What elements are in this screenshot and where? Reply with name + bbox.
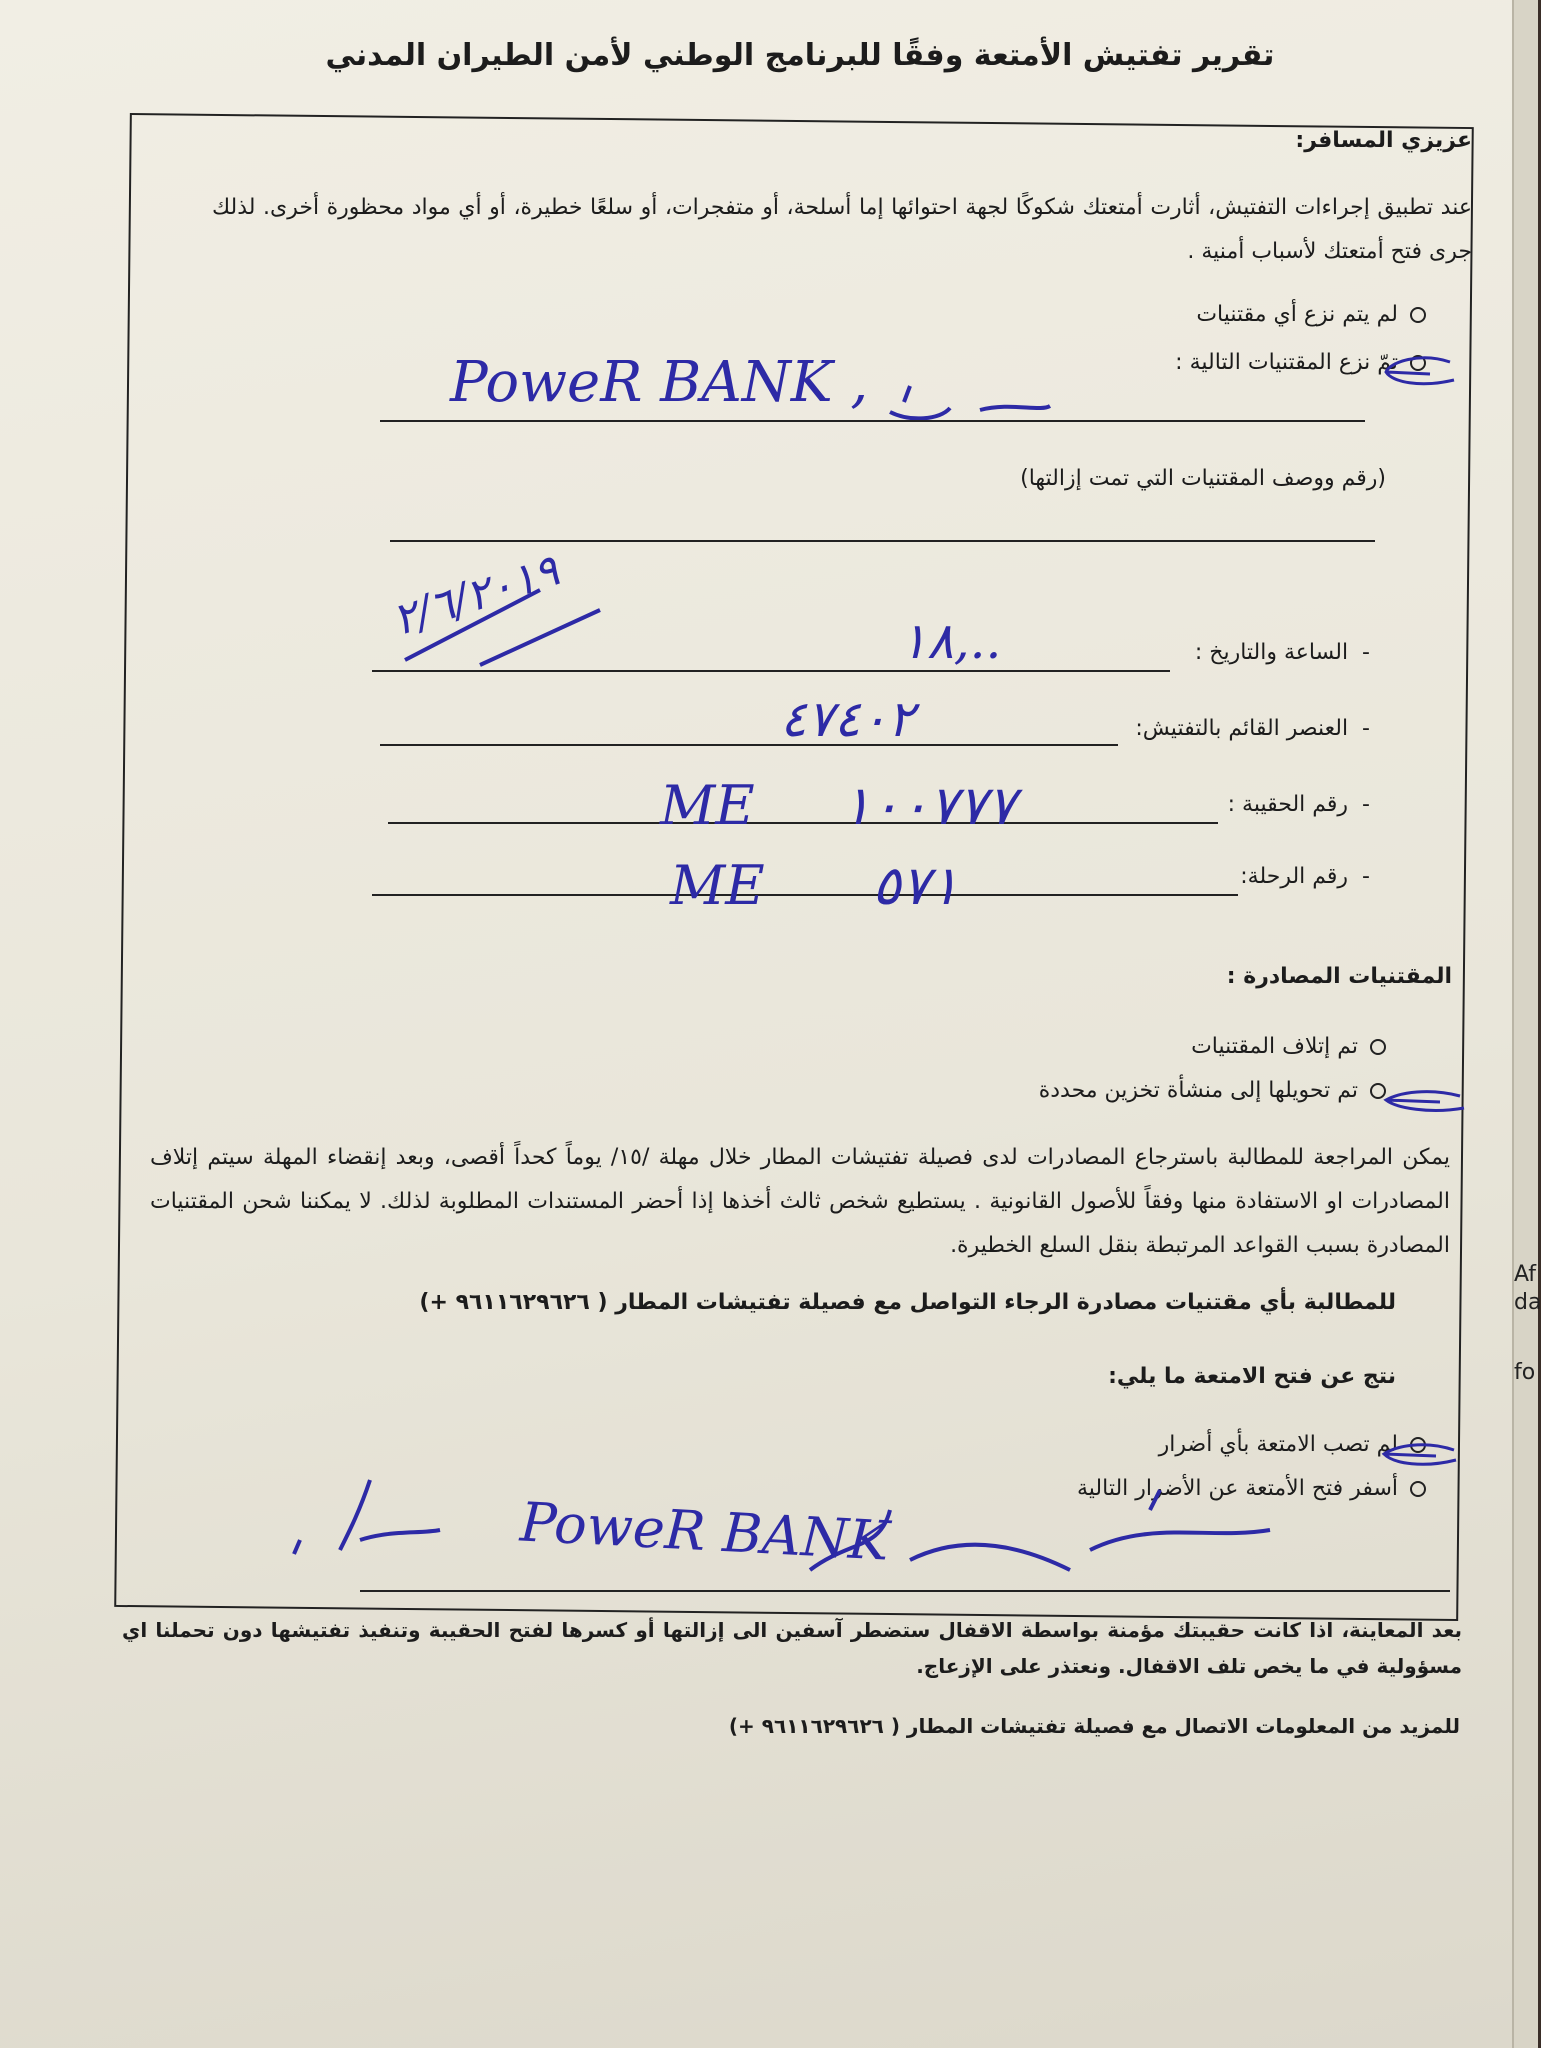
field-label: رقم الرحلة:	[1240, 864, 1349, 889]
damage-handwriting-scribbles	[270, 1470, 1380, 1620]
option-label: أسفر فتح الأمتعة عن الأضرار التالية	[1076, 1476, 1398, 1501]
option-no-items-removed	[1196, 302, 1426, 327]
handwritten-scribble	[880, 372, 1060, 432]
field-time-date: - الساعة والتاريخ :	[1194, 640, 1370, 665]
edge-text-3: fo	[1514, 1360, 1536, 1385]
confiscated-heading: المقتنيات المصادرة :	[1226, 964, 1452, 989]
edge-text-1: Af	[1514, 1262, 1537, 1287]
removed-items-handwriting: PoweR BANK ,	[450, 350, 869, 415]
result-heading: نتج عن فتح الامتعة ما يلي:	[1108, 1364, 1396, 1389]
field-line-time-date	[372, 670, 1170, 672]
removed-items-caption: (رقم ووصف المقتنيات التي تمت إزالتها)	[1020, 466, 1386, 491]
edge-text-2: da	[1514, 1290, 1541, 1315]
footer-paragraph: بعد المعاينة، اذا كانت حقيبتك مؤمنة بواسطة الاقفال ستضطر آسفين الى إزالتها أو كسرها لفتح الحقيبة وتنفيذ تفتيشها دون تحملنا اي مسؤولية في ما يخص تلف الاقفال. ونعتذر على الإزعاج.	[122, 1618, 1462, 1678]
claim-contact-line: للمطالبة بأي مقتنيات مصادرة الرجاء التواصل مع فصيلة تفتيشات المطار ( ٩٦١١٦٢٩٦٢٦ +)	[419, 1290, 1396, 1315]
option-items-stored	[1039, 1078, 1386, 1103]
option-label: تم تحويلها إلى منشأة تخزين محددة	[1038, 1078, 1358, 1103]
radio-circle-icon	[1370, 1039, 1386, 1055]
field-value-time: ١٨,..	[900, 612, 1002, 670]
field-line-inspector	[380, 744, 1118, 746]
field-bag-number: - رقم الحقيبة :	[1227, 792, 1370, 817]
option-label: لم تصب الامتعة بأي أضرار	[1158, 1432, 1398, 1457]
report-title: تقرير تفتيش الأمتعة وفقًا للبرنامج الوطني لأمن الطيران المدني	[325, 38, 1275, 73]
blank-line	[390, 540, 1375, 542]
option-label: تمّ نزع المقتنيات التالية :	[1175, 350, 1398, 375]
field-value-flight-number: ME ٥٧١	[670, 854, 959, 917]
field-value-bag-number: ME ١٠٠٧٧٧	[660, 774, 1016, 837]
option-label: تم إتلاف المقتنيات	[1191, 1034, 1358, 1059]
field-label: العنصر القائم بالتفتيش:	[1135, 716, 1349, 741]
damage-line	[360, 1590, 1450, 1592]
radio-circle-icon	[1410, 307, 1426, 323]
hand-check-mark-icon	[1380, 1438, 1460, 1474]
radio-circle-icon	[1410, 1481, 1426, 1497]
retrieval-paragraph: يمكن المراجعة للمطالبة باسترجاع المصادرات لدى فصيلة تفتيشات المطار خلال مهلة /١٥/ يوماً كحداً أقصى، وبعد إنقضاء المهلة سيتم إتلاف المصادرات او الاستفادة منها وفقاً للأصول القانونية . يستطيع شخص ثالث أخذها إذا أحضر المستندات المطلوبة لذلك. لا يمكننا شحن المقتنيات المصادرة بسبب القواعد المرتبطة بنقل السلع الخطيرة.	[150, 1145, 1450, 1258]
option-items-destroyed	[1191, 1034, 1386, 1059]
field-inspector: - العنصر القائم بالتفتيش:	[1135, 716, 1370, 741]
field-label: الساعة والتاريخ :	[1194, 640, 1349, 665]
hand-check-mark-icon	[1380, 1084, 1470, 1120]
underlying-sheet-edge	[1512, 0, 1538, 2048]
date-strike-scribble	[400, 570, 630, 670]
date-handwriting: ٢/٦/٢٠١٩	[386, 544, 566, 647]
field-value-inspector: ٤٧٤٠٢	[780, 690, 915, 748]
field-flight-number: - رقم الرحلة:	[1240, 864, 1370, 889]
field-label: رقم الحقيبة :	[1227, 792, 1349, 817]
footer-contact: للمزيد من المعلومات الاتصال مع فصيلة تفتيشات المطار ( ٩٦١١٦٢٩٦٢٦ +)	[728, 1714, 1460, 1738]
greeting: عزيزي المسافر:	[1295, 128, 1472, 153]
damage-handwriting: PoweR BANK	[518, 1490, 891, 1573]
hand-check-mark-icon	[1380, 352, 1460, 392]
intro-paragraph: عند تطبيق إجراءات التفتيش، أثارت أمتعتك شكوكًا لجهة احتوائها إما أسلحة، أو متفجرات، أو سلعًا خطيرة، أو أي مواد محظورة أخرى. لذلك جرى فتح أمتعتك لأسباب أمنية .	[212, 195, 1472, 264]
removed-items-line	[380, 420, 1365, 422]
option-label: لم يتم نزع أي مقتنيات	[1196, 302, 1398, 327]
